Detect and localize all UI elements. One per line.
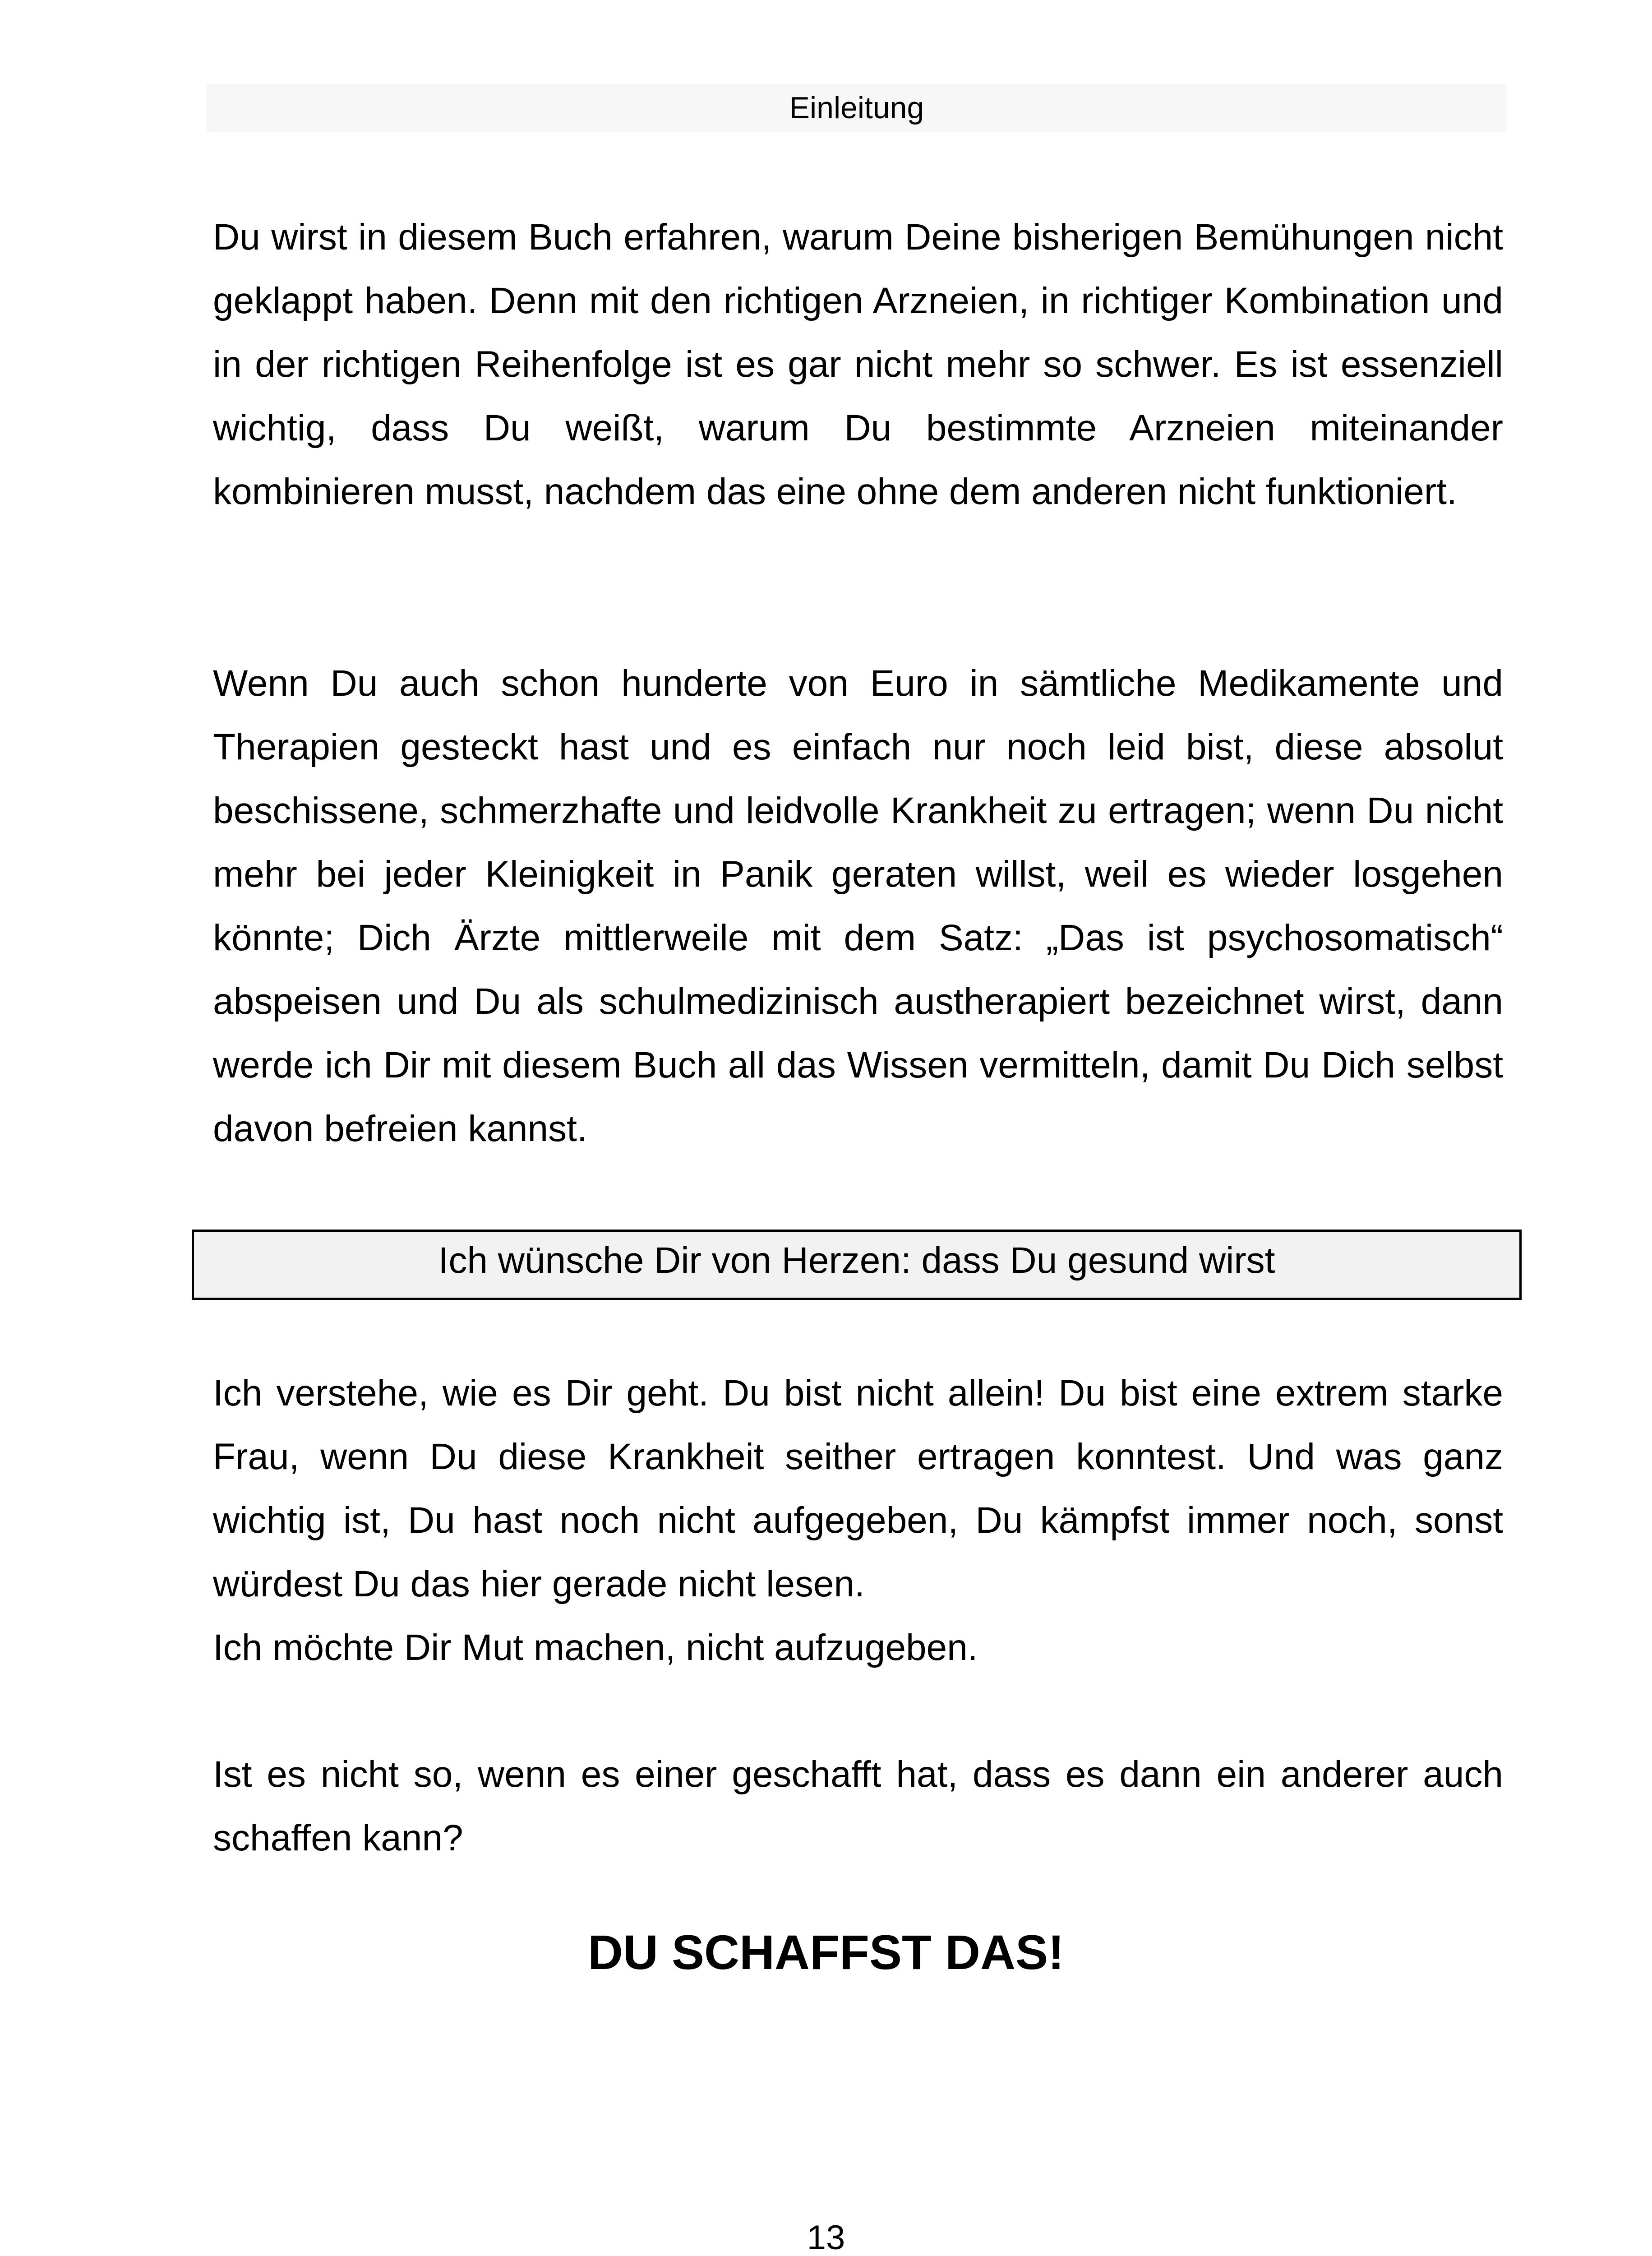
paragraph-4: Ich möchte Dir Mut machen, nicht aufzugeben. — [213, 1627, 978, 1668]
text-block-encouragement — [213, 1361, 1503, 1679]
text-block-question — [213, 1743, 1503, 1870]
paragraph-5: Ist es nicht so, wenn es einer geschafft hat, dass es dann ein anderer auch schaffen kann? — [213, 1754, 1503, 1858]
boxed-heading — [192, 1230, 1522, 1300]
motivational-heading: DU SCHAFFST DAS! — [588, 1925, 1064, 1979]
paragraph-2: Wenn Du auch schon hunderte von Euro in sämtliche Medikamente und Therapien gesteckt hast und es einfach nur noch leid bist, diese absolut beschissene, schmerzhafte und leidvolle Krankheit zu ertragen; wenn Du nicht mehr bei jeder Kleinigkeit in Panik geraten willst, weil es wieder losgehen könnte; Dich Ärzte mittlerweile mit dem Satz: „Das ist psychosomatisch“ abspeisen und Du als schulmedizinisch austherapiert bezeichnet wirst, dann werde ich Dir mit diesem Buch all das Wissen vermitteln, damit Du Dich selbst davon befreien kannst. — [213, 663, 1503, 1149]
running-header — [207, 83, 1507, 132]
page-number: 13 — [807, 2219, 845, 2256]
paragraph-1: Du wirst in diesem Buch erfahren, warum Deine bisherigen Bemühungen nicht geklappt haben. Denn mit den richtigen Arzneien, in richtiger Kombination und in der richtigen Reihenfolge ist es gar nicht mehr so schwer. Es ist essenziell wichtig, dass Du weißt, warum Du bestimmte Arzneien miteinander kombinieren musst, nachdem das eine ohne dem anderen nicht funktioniert. — [213, 217, 1503, 512]
chapter-title: Einleitung — [789, 91, 924, 125]
paragraph-3: Ich verstehe, wie es Dir geht. Du bist nicht allein! Du bist eine extrem starke Frau, wenn Du diese Krankheit seither ertragen konntest. Und was ganz wichtig ist, Du hast noch nicht aufgegeben, Du kämpfst immer noch, sonst würdest Du das hier gerade nicht lesen. — [213, 1373, 1503, 1604]
boxed-heading-text: Ich wünsche Dir von Herzen: dass Du gesund wirst — [438, 1240, 1275, 1281]
text-block-situation — [213, 652, 1503, 1160]
text-block-intro — [213, 205, 1503, 523]
